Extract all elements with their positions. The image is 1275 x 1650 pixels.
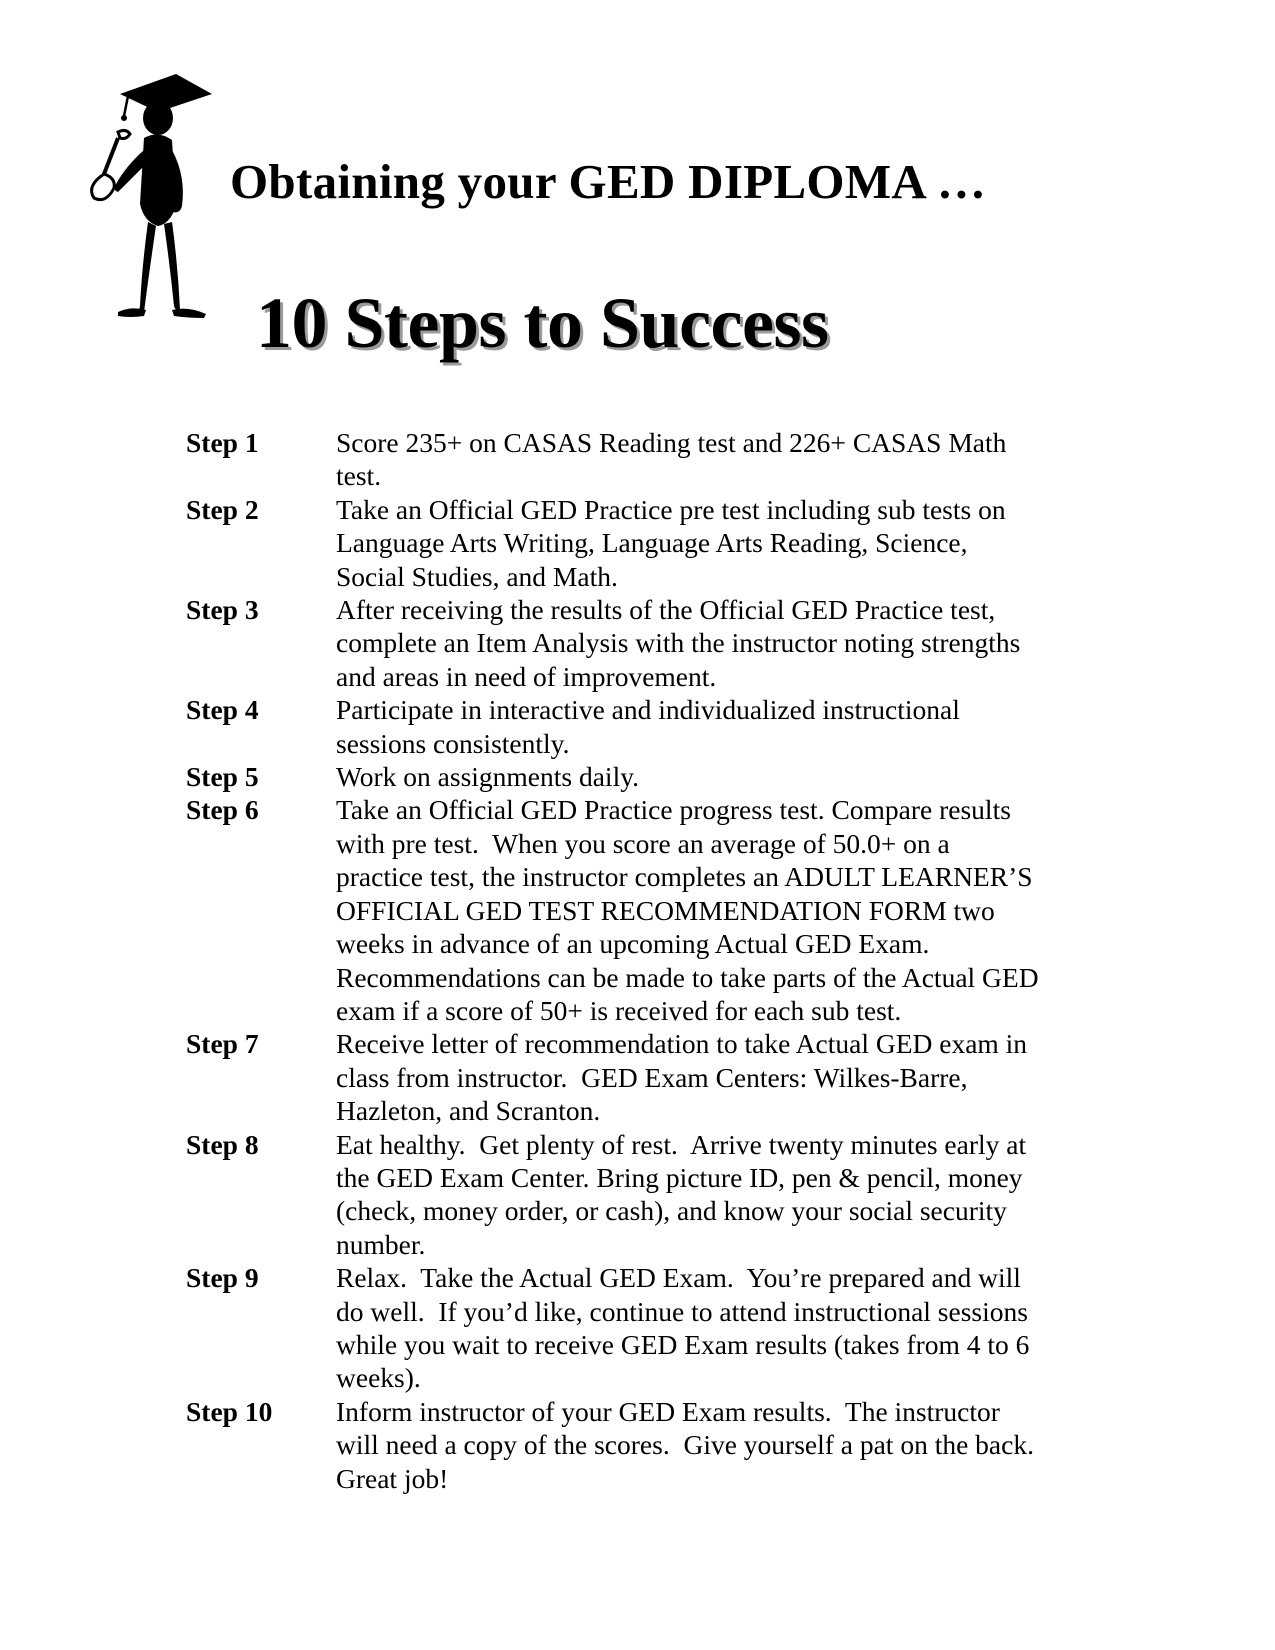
- step-text-line: Great job!: [336, 1462, 449, 1494]
- step-text: [336, 693, 1086, 760]
- step-text-line: will need a copy of the scores. Give yourself a pat on the back.: [336, 1429, 1034, 1461]
- step-label: Step 4: [186, 694, 259, 726]
- step-text-line: class from instructor. GED Exam Centers: Wilkes-Barre,: [336, 1061, 968, 1093]
- step-text-line: Receive letter of recommendation to take Actual GED exam in: [336, 1028, 1028, 1060]
- step-text-line: the GED Exam Center. Bring picture ID, pen & pencil, money: [336, 1161, 1023, 1193]
- step-item: [186, 760, 1086, 793]
- step-text: [336, 593, 1086, 693]
- step-text-line: Take an Official GED Practice progress test. Compare results: [336, 794, 1011, 826]
- step-item: [186, 593, 1086, 693]
- step-text-line: Participate in interactive and individualized instructional: [336, 694, 960, 726]
- step-text-line: Score 235+ on CASAS Reading test and 226+ CASAS Math: [336, 427, 1007, 458]
- step-label: Step 1: [186, 427, 259, 458]
- step-label: Step 10: [186, 1395, 273, 1427]
- step-item: [186, 1395, 1086, 1495]
- step-text-line: while you wait to receive GED Exam results (takes from 4 to 6: [336, 1328, 1030, 1360]
- step-text-line: Inform instructor of your GED Exam results. The instructor: [336, 1395, 1000, 1427]
- step-label: Step 6: [186, 794, 259, 826]
- step-text-line: practice test, the instructor completes an ADULT LEARNER’S: [336, 861, 1033, 893]
- step-label: Step 3: [186, 594, 259, 626]
- step-item: [186, 1261, 1086, 1395]
- step-text-line: weeks in advance of an upcoming Actual GED Exam.: [336, 928, 930, 960]
- step-text-line: Hazleton, and Scranton.: [336, 1095, 601, 1127]
- page-subtitle: 10 Steps to Success: [256, 283, 829, 363]
- step-text-line: complete an Item Analysis with the instructor noting strengths: [336, 627, 1021, 659]
- step-text-line: weeks).: [336, 1362, 421, 1394]
- step-text-line: with pre test. When you score an average of 50.0+ on a: [336, 827, 950, 859]
- step-label: Step 8: [186, 1128, 259, 1160]
- step-text-line: do well. If you’d like, continue to attend instructional sessions: [336, 1295, 1028, 1327]
- step-item: [186, 693, 1086, 760]
- step-label: Step 5: [186, 761, 259, 793]
- step-text: [336, 760, 1086, 793]
- step-text-line: exam if a score of 50+ is received for each sub test.: [336, 994, 902, 1026]
- step-text-line: number.: [336, 1228, 426, 1260]
- step-item: [186, 493, 1086, 593]
- step-item: [186, 1027, 1086, 1127]
- step-label: Step 7: [186, 1028, 259, 1060]
- step-text-line: Language Arts Writing, Language Arts Reading, Science,: [336, 527, 968, 559]
- step-text: [336, 1027, 1086, 1127]
- step-text: [336, 793, 1086, 1027]
- step-text-line: After receiving the results of the Official GED Practice test,: [336, 594, 996, 626]
- step-text-line: Recommendations can be made to take parts of the Actual GED: [336, 961, 1039, 993]
- step-text-line: Eat healthy. Get plenty of rest. Arrive twenty minutes early at: [336, 1128, 1027, 1160]
- step-text: [336, 493, 1086, 593]
- step-text-line: Social Studies, and Math.: [336, 560, 618, 592]
- graduate-with-diploma-icon: [88, 66, 228, 341]
- step-text: [336, 1261, 1086, 1395]
- step-text-line: Take an Official GED Practice pre test including sub tests on: [336, 493, 1006, 525]
- step-item: [186, 426, 1086, 493]
- steps-list: [186, 426, 1086, 1495]
- step-text: [336, 1395, 1086, 1495]
- step-text-line: OFFICIAL GED TEST RECOMMENDATION FORM two: [336, 894, 995, 926]
- step-label: Step 9: [186, 1262, 259, 1294]
- step-item: [186, 1128, 1086, 1262]
- step-item: [186, 793, 1086, 1027]
- step-label: Step 2: [186, 493, 259, 525]
- step-text-line: Work on assignments daily.: [336, 761, 640, 793]
- step-text: [336, 1128, 1086, 1262]
- step-text-line: sessions consistently.: [336, 727, 570, 759]
- step-text-line: (check, money order, or cash), and know your social security: [336, 1195, 1007, 1227]
- step-text-line: test.: [336, 460, 382, 492]
- step-text-line: and areas in need of improvement.: [336, 660, 717, 692]
- step-text-line: Relax. Take the Actual GED Exam. You’re prepared and will: [336, 1262, 1021, 1294]
- step-text: [336, 426, 1086, 493]
- page-title: Obtaining your GED DIPLOMA …: [230, 154, 987, 209]
